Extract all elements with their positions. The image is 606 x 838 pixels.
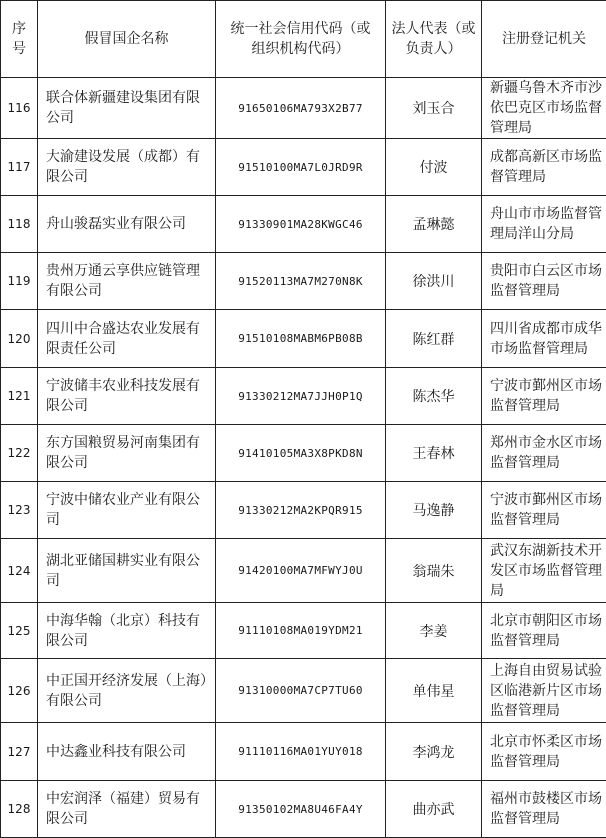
company-name: 四川中合盛达农业发展有限责任公司 (38, 310, 216, 368)
row-index: 121 (1, 368, 38, 425)
company-name: 宁波中储农业产业有限公司 (38, 482, 216, 539)
company-name: 联合体新疆建设集团有限公司 (38, 78, 216, 139)
row-index: 127 (1, 723, 38, 781)
legal-representative: 孟琳懿 (386, 196, 482, 253)
company-name: 中海华翰（北京）科技有限公司 (38, 603, 216, 659)
registration-authority: 成都高新区市场监督管理局 (482, 139, 606, 196)
legal-representative: 单伟星 (386, 659, 482, 723)
company-name: 大渝建设发展（成都）有限公司 (38, 139, 216, 196)
company-name: 湖北亚储国耕实业有限公司 (38, 539, 216, 603)
legal-representative: 徐洪川 (386, 253, 482, 310)
credit-code: 91330212MA2KPQR915 (216, 482, 386, 539)
table-row (1, 368, 606, 425)
company-name: 中达鑫业科技有限公司 (38, 723, 216, 781)
legal-representative: 翁瑞朱 (386, 539, 482, 603)
registration-authority: 北京市朝阳区市场监督管理局 (482, 603, 606, 659)
registration-authority: 福州市鼓楼区市场监督管理局 (482, 781, 606, 838)
credit-code: 91310000MA7CP7TU60 (216, 659, 386, 723)
row-index: 128 (1, 781, 38, 838)
table-row (1, 603, 606, 659)
registration-authority: 郑州市金水区市场监督管理局 (482, 425, 606, 482)
table-row (1, 196, 606, 253)
registration-authority: 上海自由贸易试验区临港新片区市场监督管理局 (482, 659, 606, 723)
credit-code: 91520113MA7M270N8K (216, 253, 386, 310)
registration-authority: 新疆乌鲁木齐市沙依巴克区市场监督管理局 (482, 78, 606, 139)
row-index: 123 (1, 482, 38, 539)
table-row (1, 310, 606, 368)
legal-representative: 王春林 (386, 425, 482, 482)
company-name: 中宏润泽（福建）贸易有限公司 (38, 781, 216, 838)
credit-code: 91420100MA7MFWYJ0U (216, 539, 386, 603)
row-index: 124 (1, 539, 38, 603)
row-index: 120 (1, 310, 38, 368)
legal-representative: 陈杰华 (386, 368, 482, 425)
credit-code: 91510100MA7L0JRD9R (216, 139, 386, 196)
credit-code: 91330901MA28KWGC46 (216, 196, 386, 253)
header-authority: 注册登记机关 (482, 1, 606, 78)
credit-code: 91350102MA8U46FA4Y (216, 781, 386, 838)
legal-representative: 曲亦武 (386, 781, 482, 838)
table-row (1, 482, 606, 539)
registration-authority: 四川省成都市成华市场监督管理局 (482, 310, 606, 368)
row-index: 117 (1, 139, 38, 196)
table-row (1, 539, 606, 603)
credit-code: 91510108MABM6PB08B (216, 310, 386, 368)
table-row (1, 781, 606, 838)
legal-representative: 陈红群 (386, 310, 482, 368)
company-name: 东方国粮贸易河南集团有限公司 (38, 425, 216, 482)
header-code: 统一社会信用代码（或组织机构代码） (216, 1, 386, 78)
table-row (1, 723, 606, 781)
company-name: 舟山骏磊实业有限公司 (38, 196, 216, 253)
legal-representative: 付波 (386, 139, 482, 196)
legal-representative: 马逸静 (386, 482, 482, 539)
legal-representative: 李姜 (386, 603, 482, 659)
registration-authority: 武汉东湖新技术开发区市场监督管理局 (482, 539, 606, 603)
company-name: 宁波储丰农业科技发展有限公司 (38, 368, 216, 425)
company-name: 中正国开经济发展（上海）有限公司 (38, 659, 216, 723)
credit-code: 91650106MA793X2B77 (216, 78, 386, 139)
credit-code: 91110108MA019YDM21 (216, 603, 386, 659)
registration-authority: 宁波市鄞州区市场监督管理局 (482, 482, 606, 539)
table-header-row (1, 1, 606, 78)
header-rep: 法人代表（或负责人） (386, 1, 482, 78)
row-index: 118 (1, 196, 38, 253)
credit-code: 91110116MA01YUY018 (216, 723, 386, 781)
registration-authority: 贵阳市白云区市场监督管理局 (482, 253, 606, 310)
row-index: 119 (1, 253, 38, 310)
registration-authority: 北京市怀柔区市场监督管理局 (482, 723, 606, 781)
table-row (1, 139, 606, 196)
registration-authority: 舟山市市场监督管理局洋山分局 (482, 196, 606, 253)
table-row (1, 425, 606, 482)
legal-representative: 李鸿龙 (386, 723, 482, 781)
row-index: 116 (1, 78, 38, 139)
header-index: 序号 (1, 1, 38, 78)
row-index: 126 (1, 659, 38, 723)
legal-representative: 刘玉合 (386, 78, 482, 139)
header-name: 假冒国企名称 (38, 1, 216, 78)
table-row (1, 659, 606, 723)
credit-code: 91330212MA7JJH0P1Q (216, 368, 386, 425)
table-row (1, 253, 606, 310)
registration-authority: 宁波市鄞州区市场监督管理局 (482, 368, 606, 425)
credit-code: 91410105MA3X8PKD8N (216, 425, 386, 482)
table-row (1, 78, 606, 139)
row-index: 122 (1, 425, 38, 482)
company-name: 贵州万通云享供应链管理有限公司 (38, 253, 216, 310)
row-index: 125 (1, 603, 38, 659)
